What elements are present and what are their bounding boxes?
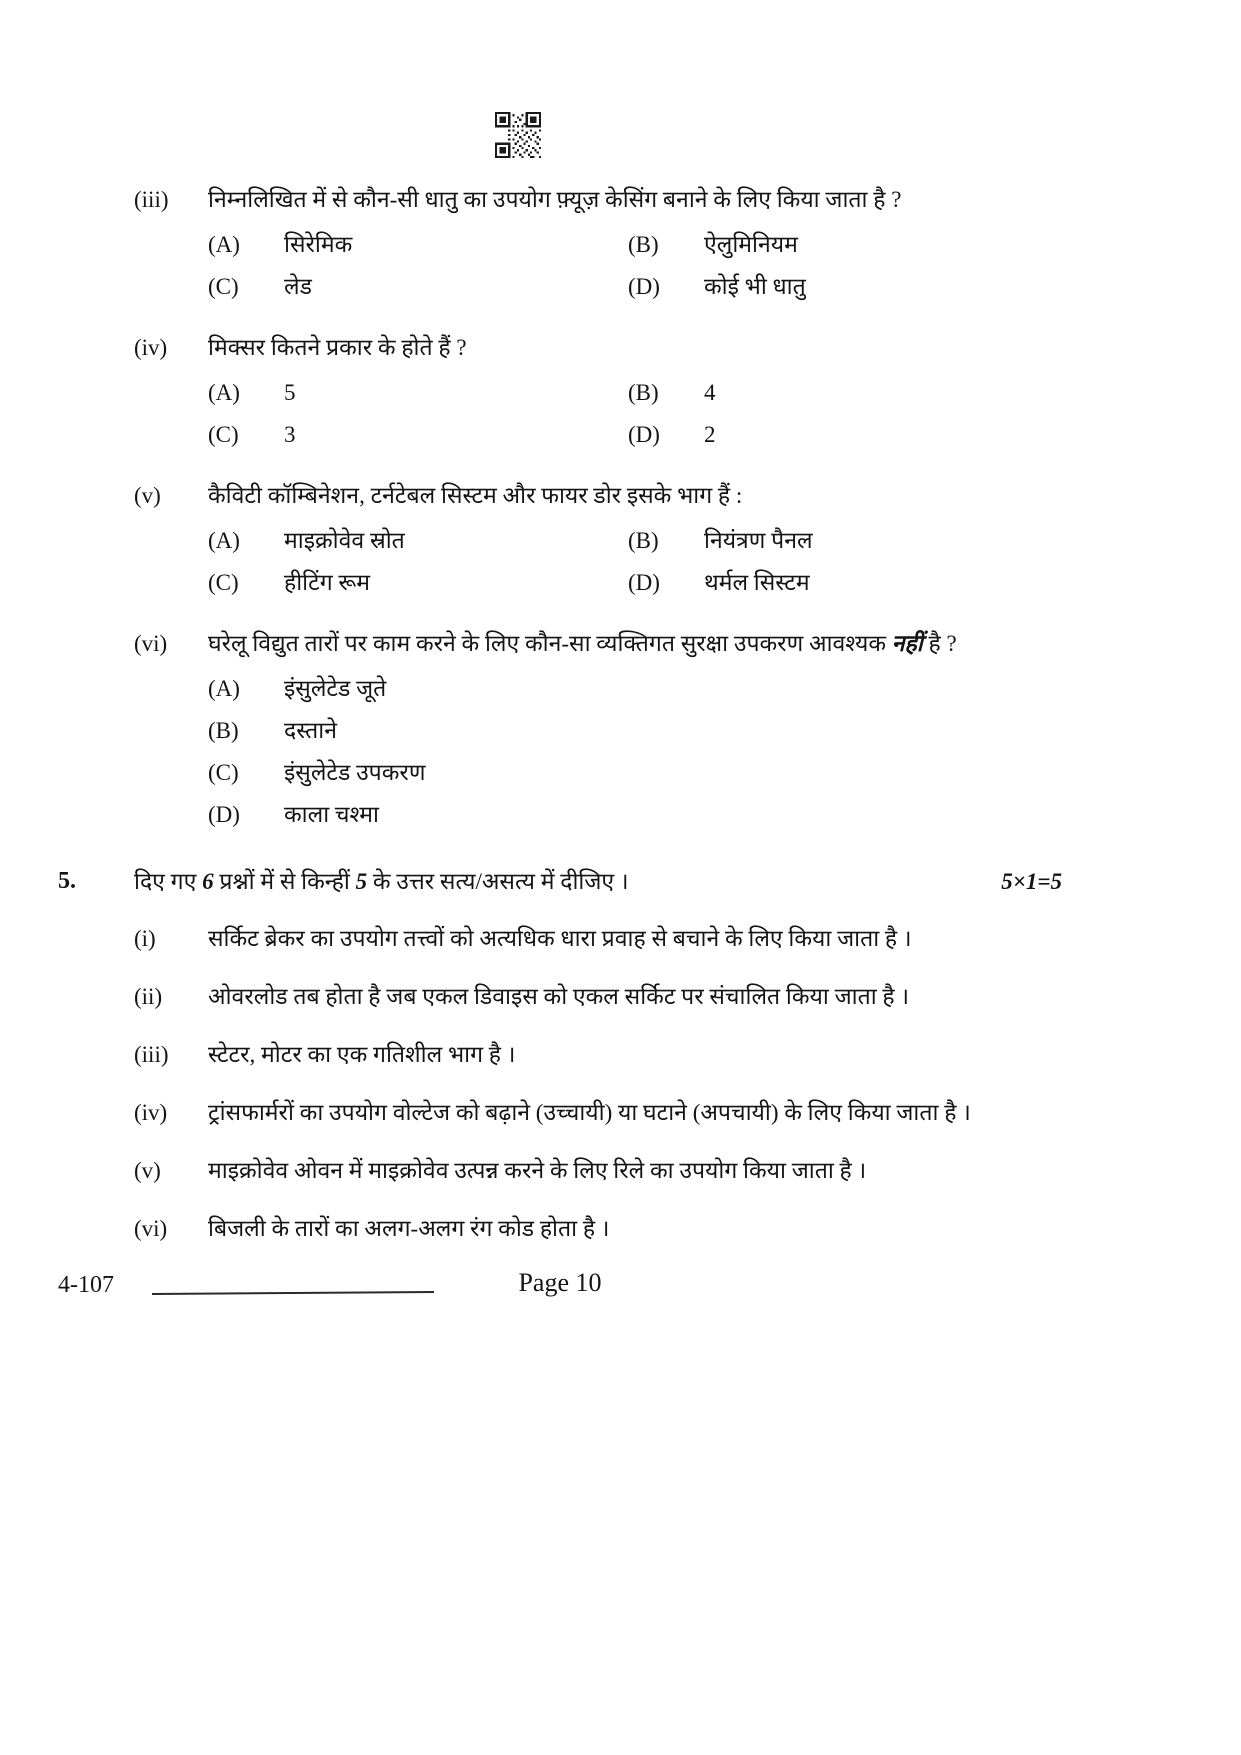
question-v-label: (v) [134,483,161,508]
option-d-key: (D) [628,274,660,299]
tf-item-iii-text: स्टेटर, मोटर का एक गतिशील भाग है । [208,1042,516,1067]
q5-intro-count-total: 6 [202,869,214,894]
option-d-text: कोई भी धातु [704,274,806,299]
option-a [208,520,628,562]
tf-item-vi-text: बिजली के तारों का अलग-अलग रंग कोड होता है । [208,1216,610,1241]
option-a-text: इंसुलेटेड जूते [284,676,387,701]
tf-item-v [58,1149,1062,1192]
footer-divider-line [152,1291,434,1295]
option-c-key: (C) [208,760,239,785]
question-v-body [208,474,1008,604]
paper-code: 4-107 [58,1272,114,1298]
option-b-text: ऐलुमिनियम [704,232,798,257]
question-iv-body [208,326,1008,456]
q5-intro-part1: दिए गए [134,869,197,894]
option-b [628,224,1008,266]
option-c-text: इंसुलेटेड उपकरण [284,760,426,785]
option-b-text: 4 [704,380,716,405]
option-b-key: (B) [628,380,659,405]
option-c-key: (C) [208,274,239,299]
option-d [628,414,1008,456]
option-b-key: (B) [208,718,239,743]
question-vi [58,622,1062,836]
q5-intro-part2: प्रश्नों में से किन्हीं [219,869,350,894]
question-vi-text-before: घरेलू विद्युत तारों पर काम करने के लिए कौन-सा व्यक्तिगत सुरक्षा उपकरण आवश्यक [208,631,887,656]
option-c-key: (C) [208,570,239,595]
option-b-text: नियंत्रण पैनल [704,528,813,553]
q5-intro-part3: के उत्तर सत्य/असत्य में दीजिए । [372,869,629,894]
option-c [208,562,628,604]
tf-item-vi-label: (vi) [134,1216,168,1241]
qr-row [58,112,1062,158]
option-c [208,266,628,308]
option-d-key: (D) [628,570,660,595]
question-vi-text [208,622,1008,665]
tf-item-vi [58,1207,1062,1250]
page-number: Page 10 [518,1268,602,1297]
option-d-text: काला चश्मा [284,802,380,827]
question-5-header [58,860,1062,903]
tf-item-iv-text: ट्रांसफार्मरों का उपयोग वोल्टेज को बढ़ाने (उच्चायी) या घटाने (अपचायी) के लिए किया जाता है । [208,1100,971,1125]
option-d [628,562,1008,604]
tf-item-iii-label: (iii) [134,1042,169,1067]
option-d-key: (D) [628,422,660,447]
option-a-text: माइक्रोवेव स्रोत [284,528,405,553]
tf-item-iv [58,1091,1062,1134]
option-a-key: (A) [208,676,240,701]
option-c [208,414,628,456]
question-iii-options [208,224,1008,308]
option-b [208,710,1008,752]
question-iii-text: निम्नलिखित में से कौन-सी धातु का उपयोग फ़्यूज़ केसिंग बनाने के लिए किया जाता है ? [208,187,902,212]
tf-item-v-label: (v) [134,1158,161,1183]
option-c-key: (C) [208,422,239,447]
question-vi-body [208,622,1008,836]
option-a-key: (A) [208,232,240,257]
question-v-options [208,520,1008,604]
tf-item-iv-label: (iv) [134,1100,168,1125]
tf-item-i [58,917,1062,960]
q5-intro-count-attempt: 5 [355,869,368,894]
option-c [208,752,1008,794]
option-a [208,668,1008,710]
option-d [628,266,1008,308]
question-iii [58,178,1062,308]
question-iv [58,326,1062,456]
option-b-key: (B) [628,528,659,553]
tf-item-v-text: माइक्रोवेव ओवन में माइक्रोवेव उत्पन्न करने के लिए रिले का उपयोग किया जाता है । [208,1158,867,1183]
question-vi-label: (vi) [134,631,168,656]
option-d-text: थर्मल सिस्टम [704,570,810,595]
option-c-text: 3 [284,422,296,447]
tf-item-ii [58,975,1062,1018]
question-vi-options [208,668,1008,836]
option-c-text: हीटिंग रूम [284,570,371,595]
tf-item-i-label: (i) [134,926,156,951]
question-5-intro [134,860,1001,903]
question-v-text: कैविटी कॉम्बिनेशन, टर्नटेबल सिस्टम और फायर डोर इसके भाग हैं : [208,483,743,508]
question-vi-text-after: है ? [928,631,957,656]
tf-item-ii-text: ओवरलोड तब होता है जब एकल डिवाइस को एकल सर्किट पर संचालित किया जाता है । [208,984,910,1009]
tf-item-iii [58,1033,1062,1076]
question-iv-text: मिक्सर कितने प्रकार के होते हैं ? [208,335,467,360]
option-d-text: 2 [704,422,716,447]
qr-code-icon [495,112,541,158]
page-footer [58,1266,1062,1310]
option-a-text: सिरेमिक [284,232,353,257]
question-iii-label: (iii) [134,187,169,212]
question-5-number: 5. [58,868,76,894]
option-b [628,372,1008,414]
question-iv-label: (iv) [134,335,168,360]
option-b [628,520,1008,562]
option-a-key: (A) [208,380,240,405]
option-d [208,794,1008,836]
option-b-key: (B) [628,232,659,257]
tf-item-ii-label: (ii) [134,984,163,1009]
tf-item-i-text: सर्किट ब्रेकर का उपयोग तत्त्वों को अत्यधिक धारा प्रवाह से बचाने के लिए किया जाता है । [208,926,912,951]
question-5-marks: 5×1=5 [1001,869,1062,894]
question-vi-text-emphasis: नहीं [891,631,923,656]
option-a [208,372,628,414]
option-a [208,224,628,266]
option-a-text: 5 [284,380,296,405]
option-a-key: (A) [208,528,240,553]
question-iv-options [208,372,1008,456]
question-iii-body [208,178,1008,308]
option-d-key: (D) [208,802,240,827]
question-v [58,474,1062,604]
option-b-text: दस्ताने [284,718,337,743]
option-c-text: लेड [284,274,312,299]
